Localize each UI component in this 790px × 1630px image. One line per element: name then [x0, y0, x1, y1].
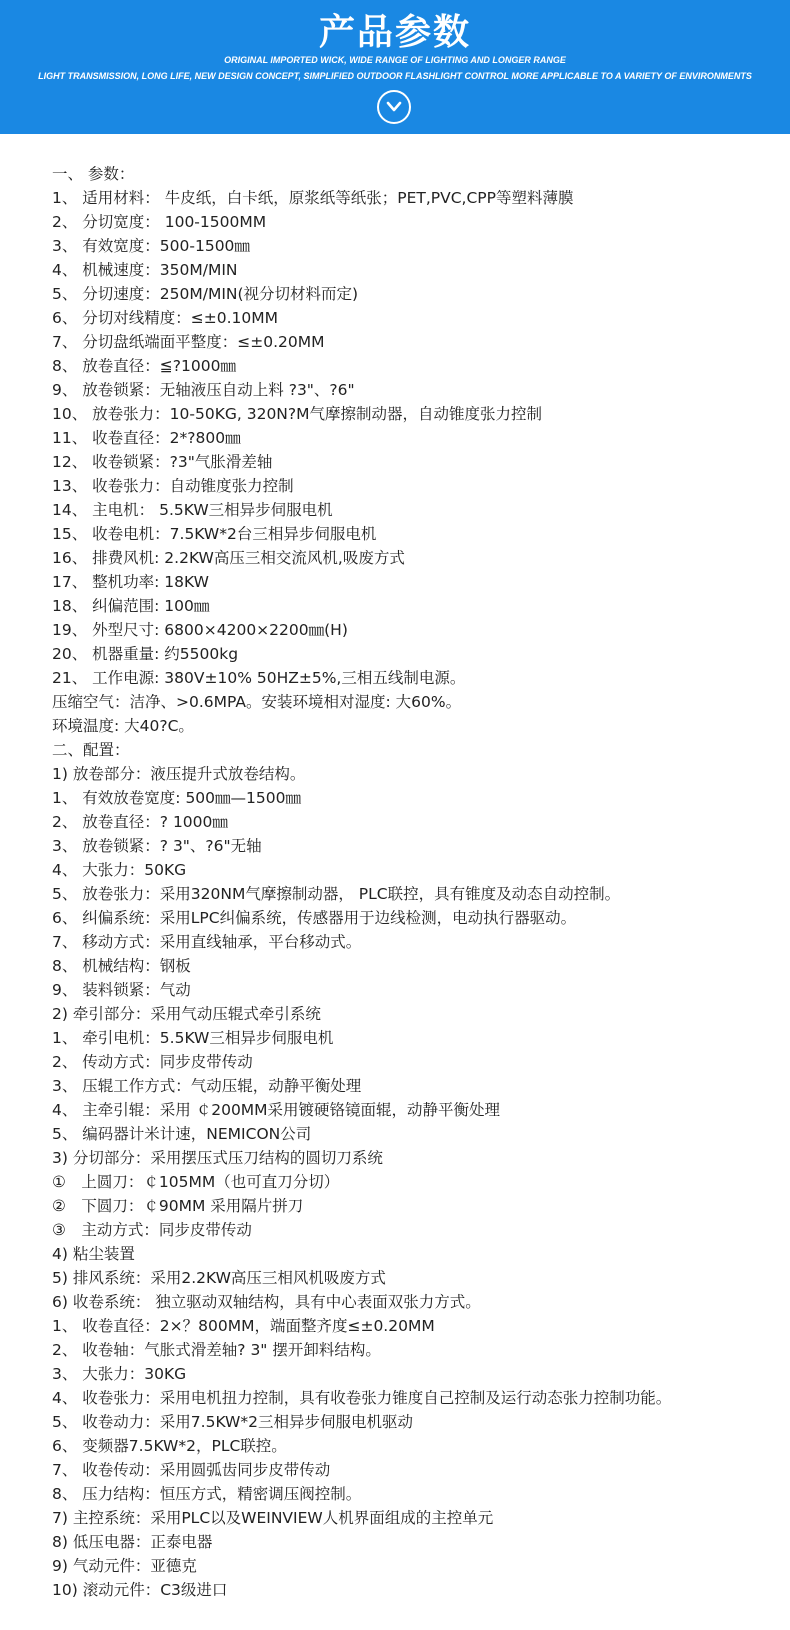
spec-line: 4、 机械速度：350M/MIN [52, 261, 238, 279]
spec-line: 8、 压力结构：恒压方式，精密调压阀控制。 [52, 1485, 362, 1503]
spec-line: 3) 分切部分：采用摆压式压刀结构的圆切刀系统 [52, 1149, 383, 1167]
spec-line: 19、 外型尺寸: 6800×4200×2200㎜(H) [52, 621, 348, 639]
spec-line: 6) 收卷系统： 独立驱动双轴结构，具有中心表面双张力方式。 [52, 1293, 481, 1311]
spec-line: 2、 收卷轴：气胀式滑差轴? 3" 摆开卸料结构。 [52, 1341, 381, 1359]
spec-line: 3、 有效宽度：500-1500㎜ [52, 237, 250, 255]
chevron-down-circle-icon [377, 90, 411, 124]
header-banner [0, 0, 790, 134]
spec-line: 17、 整机功率: 18KW [52, 573, 209, 591]
spec-line: 8) 低压电器：正泰电器 [52, 1533, 213, 1551]
spec-line: 15、 收卷电机：7.5KW*2台三相异步伺服电机 [52, 525, 377, 543]
spec-list [52, 162, 782, 1602]
spec-line: 6、 变频器7.5KW*2，PLC联控。 [52, 1437, 287, 1455]
spec-line: 环境温度: 大40?C。 [52, 717, 194, 735]
spec-line: 1、 适用材料： 牛皮纸，白卡纸，原浆纸等纸张；PET,PVC,CPP等塑料薄膜 [52, 189, 574, 207]
spec-line: 2、 分切宽度： 100-1500MM [52, 213, 267, 231]
spec-line: 5、 分切速度：250M/MIN(视分切材料而定) [52, 285, 359, 303]
spec-line: 13、 收卷张力：自动锥度张力控制 [52, 477, 294, 495]
spec-line: 5) 排风系统：采用2.2KW高压三相风机吸废方式 [52, 1269, 386, 1287]
spec-line: 5、 放卷张力：采用320NM气摩擦制动器， PLC联控，具有锥度及动态自动控制。 [52, 885, 621, 903]
spec-line: 6、 纠偏系统：采用LPC纠偏系统，传感器用于边线检测，电动执行器驱动。 [52, 909, 577, 927]
spec-line: 4、 大张力：50KG [52, 861, 187, 879]
spec-line: 4、 主牵引辊：采用 ￠200MM采用镀硬铬镜面辊，动静平衡处理 [52, 1101, 501, 1119]
spec-line: 1、 有效放卷宽度: 500㎜—1500㎜ [52, 789, 301, 807]
spec-line: 1、 牵引电机：5.5KW三相异步伺服电机 [52, 1029, 334, 1047]
spec-line: ③ 主动方式：同步皮带传动 [52, 1221, 252, 1239]
spec-line: 3、 大张力：30KG [52, 1365, 187, 1383]
spec-line: 10) 滚动元件：C3级进口 [52, 1581, 228, 1599]
spec-line: 4、 收卷张力：采用电机扭力控制，具有收卷张力锥度自己控制及运行动态张力控制功能。 [52, 1389, 672, 1407]
spec-line: 一、 参数： [52, 165, 135, 183]
spec-line: 2、 传动方式：同步皮带传动 [52, 1053, 253, 1071]
spec-line: 20、 机器重量: 约5500kg [52, 645, 239, 663]
spec-line: 7) 主控系统：采用PLC以及WEINVIEW人机界面组成的主控单元 [52, 1509, 494, 1527]
spec-line: 5、 收卷动力：采用7.5KW*2三相异步伺服电机驱动 [52, 1413, 413, 1431]
spec-line: 8、 放卷直径：≦?1000㎜ [52, 357, 236, 375]
spec-line: 9、 装料锁紧：气动 [52, 981, 191, 999]
banner-subtitle-2: LIGHT TRANSMISSION, LONG LIFE, NEW DESIGN CONCEPT, SIMPLIFIED OUTDOOR FLASHLIGHT CONTROL MORE APPLICABLE TO A VARIETY OF ENVIRONMENTS [38, 71, 752, 81]
spec-line: 10、 放卷张力：10-50KG, 320N?M气摩擦制动器，自动锥度张力控制 [52, 405, 542, 423]
spec-line: 压缩空气：洁净、>0.6MPA。安装环境相对湿度: 大60%。 [52, 693, 462, 711]
spec-line: 11、 收卷直径：2*?800㎜ [52, 429, 241, 447]
spec-line: 7、 分切盘纸端面平整度：≤±0.20MM [52, 333, 325, 351]
banner-subtitle-1: ORIGINAL IMPORTED WICK, WIDE RANGE OF LIGHTING AND LONGER RANGE [224, 55, 566, 65]
spec-line: 6、 分切对线精度：≤±0.10MM [52, 309, 279, 327]
spec-line: 9、 放卷锁紧：无轴液压自动上料 ?3"、?6" [52, 381, 355, 399]
spec-line: 3、 压辊工作方式：气动压辊，动静平衡处理 [52, 1077, 362, 1095]
page-title: 产品参数 [318, 12, 471, 53]
spec-line: 7、 移动方式：采用直线轴承，平台移动式。 [52, 933, 362, 951]
spec-line: ① 上圆刀：￠105MM（也可直刀分切） [52, 1173, 340, 1191]
spec-line: 二、配置： [52, 741, 130, 759]
spec-line: 21、 工作电源: 380V±10% 50HZ±5%,三相五线制电源。 [52, 669, 466, 687]
spec-line: 4) 粘尘装置 [52, 1245, 135, 1263]
spec-line: 9) 气动元件：亚德克 [52, 1557, 197, 1575]
spec-line: 5、 编码器计米计速，NEMICON公司 [52, 1125, 312, 1143]
spec-line: ② 下圆刀：￠90MM 采用隔片拼刀 [52, 1197, 304, 1215]
spec-line: 18、 纠偏范围: 100㎜ [52, 597, 210, 615]
spec-line: 1) 放卷部分：液压提升式放卷结构。 [52, 765, 306, 783]
spec-line: 2) 牵引部分：采用气动压辊式牵引系统 [52, 1005, 321, 1023]
spec-line: 1、 收卷直径：2×？800MM，端面整齐度≤±0.20MM [52, 1317, 435, 1335]
spec-line: 14、 主电机： 5.5KW三相异步伺服电机 [52, 501, 333, 519]
spec-line: 8、 机械结构：钢板 [52, 957, 191, 975]
spec-line: 16、 排费风机: 2.2KW高压三相交流风机,吸废方式 [52, 549, 405, 567]
spec-line: 2、 放卷直径：? 1000㎜ [52, 813, 228, 831]
spec-line: 3、 放卷锁紧：? 3"、?6"无轴 [52, 837, 262, 855]
spec-line: 7、 收卷传动：采用圆弧齿同步皮带传动 [52, 1461, 331, 1479]
spec-line: 12、 收卷锁紧：?3"气胀滑差轴 [52, 453, 273, 471]
